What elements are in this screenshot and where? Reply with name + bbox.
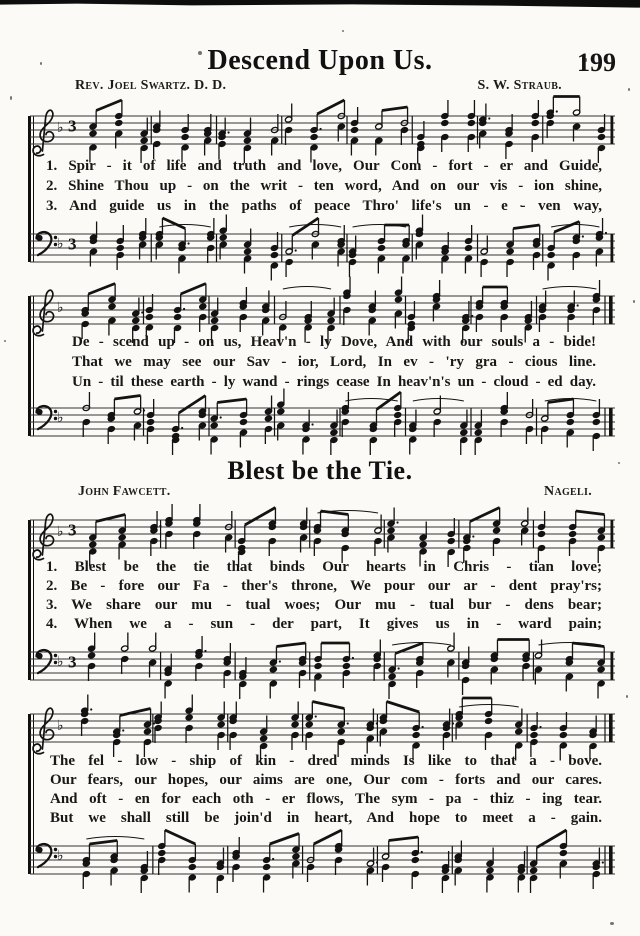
lyric-line: The fel - low - ship of kin - dred minds Is like to that a - bove.	[50, 753, 602, 769]
flat-sign-icon: ♭	[57, 848, 64, 864]
flat-sign-icon: ♭	[57, 300, 64, 316]
hymn2-composer-credit: Nageli.	[544, 484, 592, 499]
flat-sign-icon: ♭	[57, 120, 64, 136]
hymn1-credits	[75, 78, 562, 94]
treble-clef-icon	[33, 110, 53, 156]
hymn1-refrain-lines	[72, 332, 596, 392]
hymn2-author-credit: John Fawcett.	[78, 484, 171, 499]
time-signature: 3	[68, 520, 77, 540]
flat-sign-icon: ♭	[57, 524, 64, 540]
lyric-line: 1. Blest be the tie that binds Our hearts in Chris - tian love;	[46, 559, 602, 575]
hymn1-verses	[46, 156, 602, 216]
lyric-line: And oft - en for each oth - er flows, The sym - pa - thiz - ing tear.	[50, 791, 602, 807]
treble-clef-icon	[33, 514, 53, 560]
scan-speck	[633, 300, 635, 303]
music-staff-bass-3	[30, 634, 615, 698]
lyric-line: 2. Be - fore our Fa - ther's throne, We pour our ar - dent pray'rs;	[46, 578, 602, 594]
lyric-line: Un - til these earth - ly wand - rings cease In heav'n's un - cloud - ed day.	[72, 374, 596, 390]
flat-sign-icon: ♭	[57, 654, 64, 670]
hymn2-verses	[46, 558, 602, 634]
hymn2-refrain-lines	[50, 752, 602, 828]
music-staff-bass-1	[30, 216, 615, 280]
lyric-line: 4. When we a - sun - der part, It gives us in - ward pain;	[46, 616, 602, 632]
treble-clef-icon	[33, 290, 53, 336]
time-signature: 3	[68, 234, 77, 254]
scan-speck	[10, 96, 12, 100]
music-staff-treble-3	[30, 502, 615, 566]
scan-speck	[628, 88, 630, 91]
scan-speck	[342, 30, 344, 32]
page-number: 199	[577, 48, 616, 77]
lyric-line: 3. We share our mu - tual woes; Our mu - tual bur - dens bear;	[46, 597, 602, 613]
time-signature: 3	[68, 652, 77, 672]
hymn1-composer-credit: S. W. Straub.	[477, 78, 562, 93]
lyric-line: 1. Spir - it of life and truth and love, Our Com - fort - er and Guide,	[46, 158, 602, 174]
scan-artifact-top-edge	[0, 0, 640, 9]
hymn2-credits	[78, 484, 592, 500]
lyric-line: That we may see our Sav - ior, Lord, In ev - 'ry gra - cious line.	[72, 354, 596, 370]
music-staff-bass-4	[30, 828, 615, 892]
hymn1-title: Descend Upon Us.	[207, 45, 433, 76]
music-staff-treble-4	[30, 696, 615, 760]
music-staff-bass-2	[30, 390, 615, 454]
scan-speck	[610, 922, 614, 925]
flat-sign-icon: ♭	[57, 718, 64, 734]
hymn2-title: Blest be the Tie.	[227, 456, 413, 485]
lyric-line: 3. And guide us in the paths of peace Thro' life's un - e - ven way,	[46, 198, 602, 214]
flat-sign-icon: ♭	[57, 410, 64, 426]
time-signature: 3	[68, 116, 77, 136]
lyric-line: Our fears, our hopes, our aims are one, Our com - forts and our cares.	[50, 772, 602, 788]
flat-sign-icon: ♭	[57, 236, 64, 252]
treble-clef-icon	[33, 708, 53, 754]
scan-speck	[4, 340, 6, 342]
lyric-line: 2. Shine Thou up - on the writ - ten word, And on our vis - ion shine,	[46, 178, 602, 194]
lyric-line: But we shall still be join'd in heart, And hope to meet a - gain.	[50, 810, 602, 826]
lyric-line: De - scend up - on us, Heav'n - ly Dove, And with our souls a - bide!	[72, 334, 596, 350]
hymn1-author-credit: Rev. Joel Swartz. D. D.	[75, 78, 227, 93]
music-staff-treble-1	[30, 98, 615, 162]
scan-speck	[626, 695, 628, 698]
